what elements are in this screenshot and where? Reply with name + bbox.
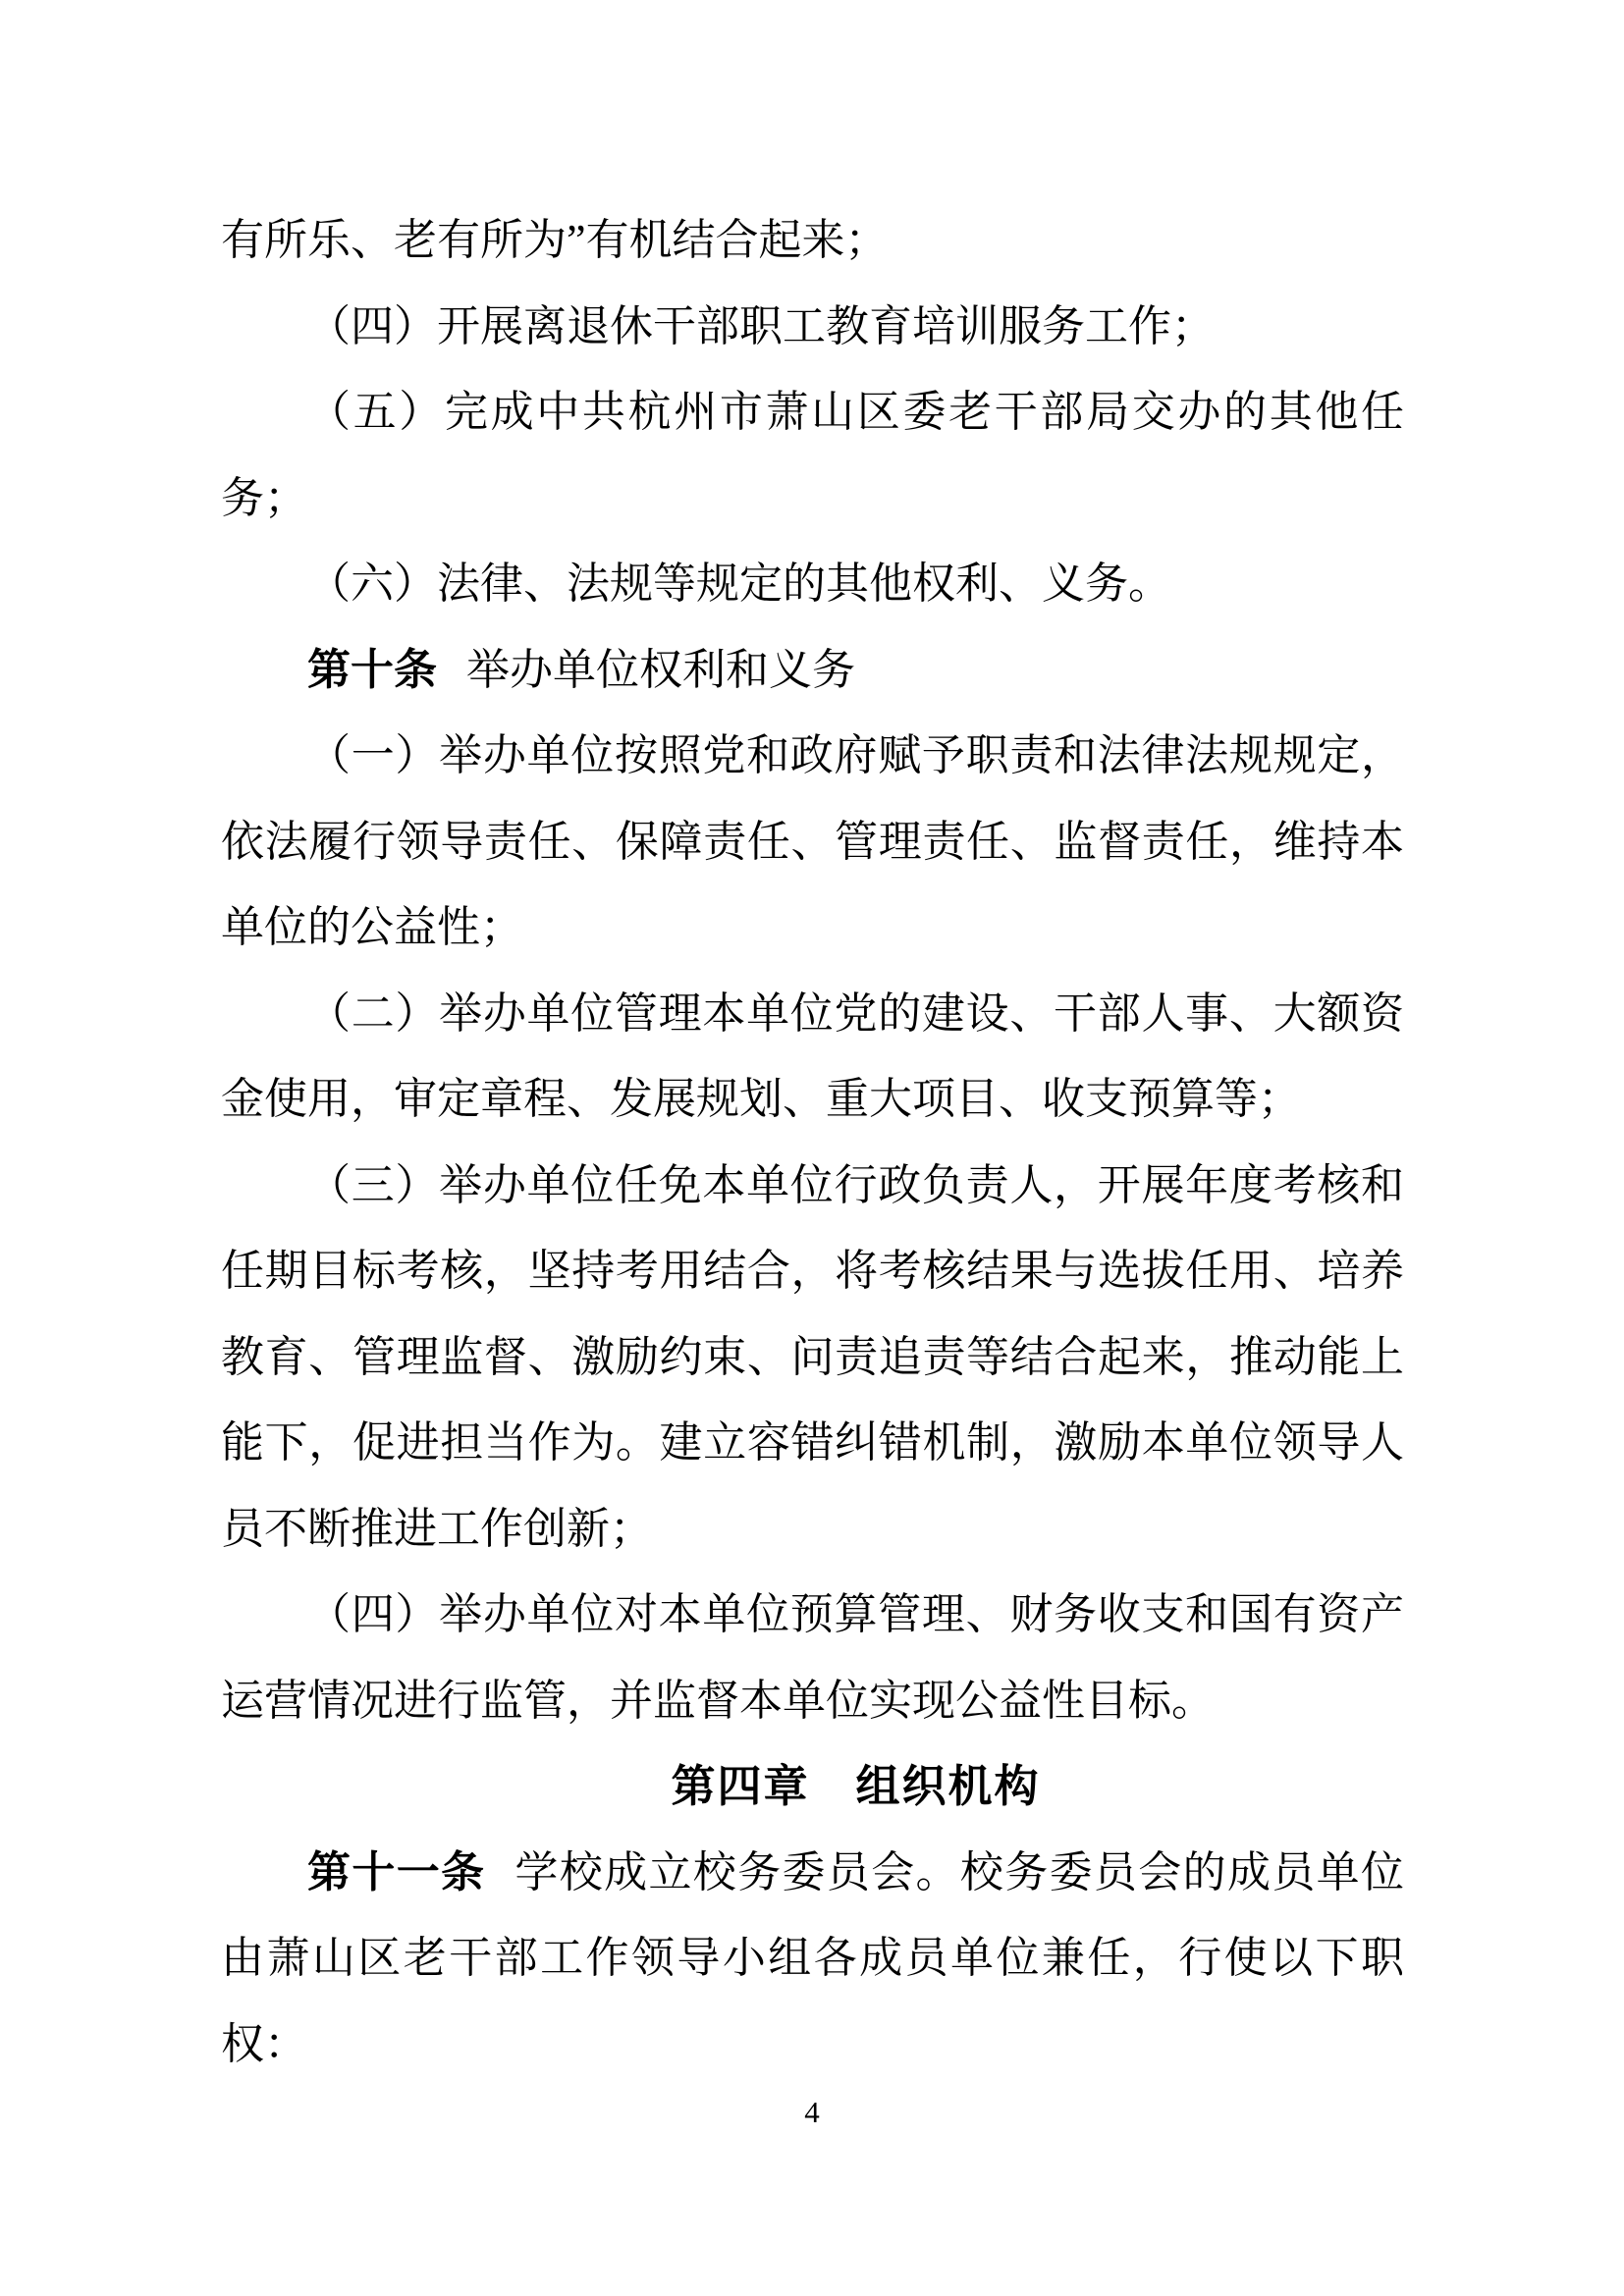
paragraph-article-10 [221, 627, 1404, 714]
chapter-heading: 第四章 组织机构 [671, 1761, 1041, 1811]
paragraph-text: 学校成立校务委员会。校务委员会的成员单位由萧山区老干部工作领导小组各成员单位兼任，行使以下职权： [221, 1847, 1405, 2068]
paragraph-text: （五）完成中共杭州市萧山区委老干部局交办的其他任务； [221, 388, 1404, 522]
paragraph [221, 1143, 1404, 1573]
paragraph [221, 369, 1404, 541]
paragraph-article-11 [221, 1830, 1404, 2088]
paragraph-text: （二）举办单位管理本单位党的建设、干部人事、大额资金使用，审定章程、发展规划、重大项目、收支预算等； [221, 988, 1404, 1123]
paragraph-text: （四）开展离退休干部职工教育培训服务工作； [307, 301, 1215, 350]
paragraph-text: 有所乐、老有所为”有机结合起来； [221, 216, 889, 264]
paragraph [221, 971, 1404, 1143]
paragraph [221, 713, 1404, 971]
paragraph-text: （三）举办单位任免本单位行政负责人，开展年度考核和任期目标考核，坚持考用结合，将考核结果与选拔任用、培养教育、管理监督、激励约束、问责追责等结合起来，推动能上能下，促进担当作为。建立容错纠错机制，激励本单位领导人员不断推进工作创新； [221, 1160, 1404, 1553]
paragraph-text: （六）法律、法规等规定的其他权利、义务。 [307, 560, 1171, 608]
body-text [221, 197, 1404, 2087]
paragraph [221, 284, 1404, 370]
paragraph [221, 541, 1404, 627]
paragraph-text: 举办单位权利和义务 [466, 645, 855, 694]
page-number: 4 [804, 2095, 820, 2129]
paragraph [221, 197, 1404, 284]
article-lead: 第十一条 [307, 1847, 486, 1896]
article-lead: 第十条 [307, 645, 437, 694]
paragraph-text: （一）举办单位按照党和政府赋予职责和法律法规规定，依法履行领导责任、保障责任、管理责任、监督责任，维持本单位的公益性； [221, 731, 1404, 951]
paragraph-text: （四）举办单位对本单位预算管理、财务收支和国有资产运营情况进行监管，并监督本单位实现公益性目标。 [221, 1590, 1404, 1725]
paragraph [221, 1572, 1404, 1743]
